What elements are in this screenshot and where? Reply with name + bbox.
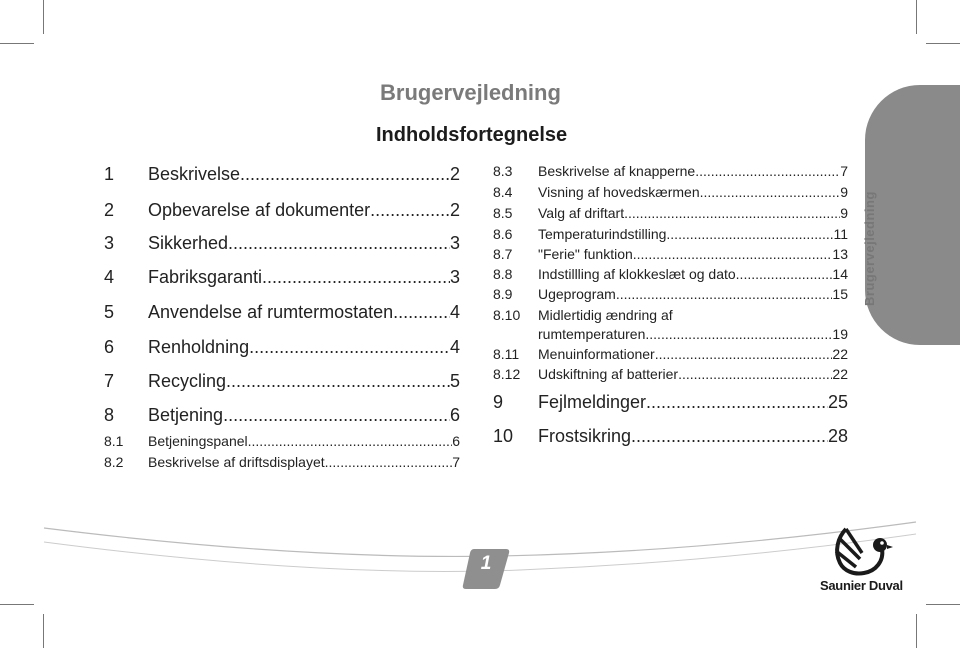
toc-entry[interactable] [493,205,848,221]
toc-entry-number: 8.9 [493,286,513,302]
toc-entry-number: 3 [104,233,115,253]
toc-entry-number: 8.5 [493,205,513,221]
leader-dots [370,200,450,221]
crop-mark [43,0,44,34]
toc-entry[interactable] [493,346,848,362]
toc-entry-page: 7 [452,454,460,470]
toc-entry-number: 6 [104,337,115,357]
leader-dots [666,226,833,242]
toc-entry-label: Anvendelse af rumtermostaten [148,302,394,322]
side-tab [865,85,960,345]
toc-entry-number: 10 [493,426,514,446]
toc-entry[interactable] [104,164,460,185]
toc-entry-label: Visning af hovedskærmen [538,184,700,200]
toc-entry-page: 22 [832,346,848,362]
toc-entry-number: 2 [104,200,115,220]
toc-entry[interactable] [493,392,848,413]
toc-entry-label: Valg af driftart [538,205,625,221]
toc-entry-page: 19 [832,326,848,342]
leader-dots [248,433,453,449]
leader-dots [616,286,833,302]
toc-entry[interactable] [493,366,848,382]
toc-entry-number: 8.12 [493,366,521,382]
toc-entry-label: Indstillling af klokkeslæt og dato [538,266,736,282]
leader-dots [393,302,450,323]
toc-entry[interactable] [493,246,848,262]
page-number: 1 [480,553,492,574]
toc-entry-page: 6 [449,405,460,425]
toc-entry[interactable] [104,200,460,221]
toc-entry-label: Renholdning [148,337,250,357]
toc-entry[interactable] [493,184,848,200]
toc-entry-label: Menuinformationer [538,346,655,362]
toc-entry-page: 13 [832,246,848,262]
toc-entry[interactable] [104,405,460,426]
toc-entry-label: Betjeningspanel [148,433,248,449]
leader-dots [633,246,833,262]
leader-dots [325,454,453,470]
toc-entry-page: 11 [833,226,848,242]
toc-entry[interactable] [104,371,460,392]
leader-dots [645,326,832,342]
toc-entry[interactable] [104,433,460,449]
toc-entry-label: Sikkerhed [148,233,229,253]
leader-dots [228,233,450,254]
toc-entry-number: 8.4 [493,184,513,200]
toc-entry-page: 9 [840,184,848,200]
crop-mark [926,604,960,605]
leader-dots [631,426,828,447]
toc-entry-page: 2 [449,164,460,184]
toc-entry-label: Udskiftning af batterier [538,366,679,382]
leader-dots [700,184,841,200]
document-title: Brugervejledning [380,80,561,105]
crop-mark [916,0,917,34]
crop-mark [916,614,917,648]
toc-entry-number: 8.10 [493,307,521,323]
toc-entry-page: 9 [840,205,848,221]
toc-entry-number: 8.1 [104,433,124,449]
toc-entry-label-continued: rumtemperaturen [538,326,646,342]
toc-entry[interactable] [493,163,848,179]
saunier-duval-bird-icon [832,523,894,579]
toc-heading: Indholdsfortegnelse [376,124,568,146]
toc-entry-number: 7 [104,371,115,391]
toc-entry-number: 8.8 [493,266,513,282]
toc-entry-number: 4 [104,267,115,287]
leader-dots [240,164,450,185]
toc-entry-number: 8.2 [104,454,124,470]
leader-dots [226,371,450,392]
toc-entry-label: Betjening [148,405,224,425]
toc-entry[interactable] [104,337,460,358]
toc-entry-page: 22 [832,366,848,382]
toc-entry-number: 1 [104,164,115,184]
toc-entry-label: Fejlmeldinger [538,392,647,412]
toc-entry-page: 3 [449,267,460,287]
toc-entry[interactable] [493,226,848,242]
toc-entry[interactable] [104,267,460,288]
toc-entry[interactable] [493,286,848,302]
leader-dots [678,366,832,382]
toc-entry-label: Beskrivelse af knapperne [538,163,696,179]
toc-entry-page: 4 [449,302,460,322]
toc-entry-page: 2 [449,200,460,220]
crop-mark [926,43,960,44]
toc-entry-page: 28 [827,426,848,446]
toc-entry-number: 5 [104,302,115,322]
toc-entry-number: 8.6 [493,226,513,242]
toc-entry-page: 7 [840,163,848,179]
toc-entry-number: 8.3 [493,163,513,179]
leader-dots [655,346,833,362]
toc-entry[interactable] [104,233,460,254]
toc-entry[interactable] [493,426,848,447]
toc-entry-page: 15 [832,286,848,302]
toc-entry-number: 8.11 [493,346,520,362]
toc-entry-page: 3 [449,233,460,253]
leader-dots [736,266,833,282]
toc-entry-label: Fabriksgaranti [148,267,263,287]
toc-entry-label: Frostsikring [538,426,632,446]
toc-entry-label: "Ferie" funktion [538,246,633,262]
toc-entry[interactable] [538,326,848,342]
leader-dots [624,205,840,221]
brand-name: Saunier Duval [820,578,903,593]
leader-dots [695,163,840,179]
toc-entry-label: Opbevarelse af dokumenter [148,200,371,220]
toc-entry[interactable] [104,454,460,470]
toc-entry-page: 25 [827,392,848,412]
toc-entry-number: 8.7 [493,246,513,262]
toc-entry[interactable] [493,266,848,282]
toc-entry-label: Ugeprogram [538,286,616,302]
leader-dots [646,392,828,413]
leader-dots [223,405,450,426]
leader-dots [249,337,450,358]
toc-entry-page: 4 [449,337,460,357]
toc-entry-label: Beskrivelse af driftsdisplayet [148,454,325,470]
crop-mark [0,604,34,605]
crop-mark [43,614,44,648]
toc-entry-label[interactable]: Midlertidig ændring af [538,307,673,323]
leader-dots [262,267,450,288]
toc-entry-page: 6 [452,433,460,449]
toc-entry-page: 14 [832,266,848,282]
toc-entry-number: 8 [104,405,115,425]
toc-entry[interactable] [104,302,460,323]
toc-entry-number: 9 [493,392,504,412]
toc-entry-label: Recycling [148,371,227,391]
crop-mark [0,43,34,44]
toc-entry-label: Beskrivelse [148,164,241,184]
toc-entry-page: 5 [449,371,460,391]
toc-entry-label: Temperaturindstilling [538,226,667,242]
side-tab-label: Brugervejledning [862,191,877,306]
